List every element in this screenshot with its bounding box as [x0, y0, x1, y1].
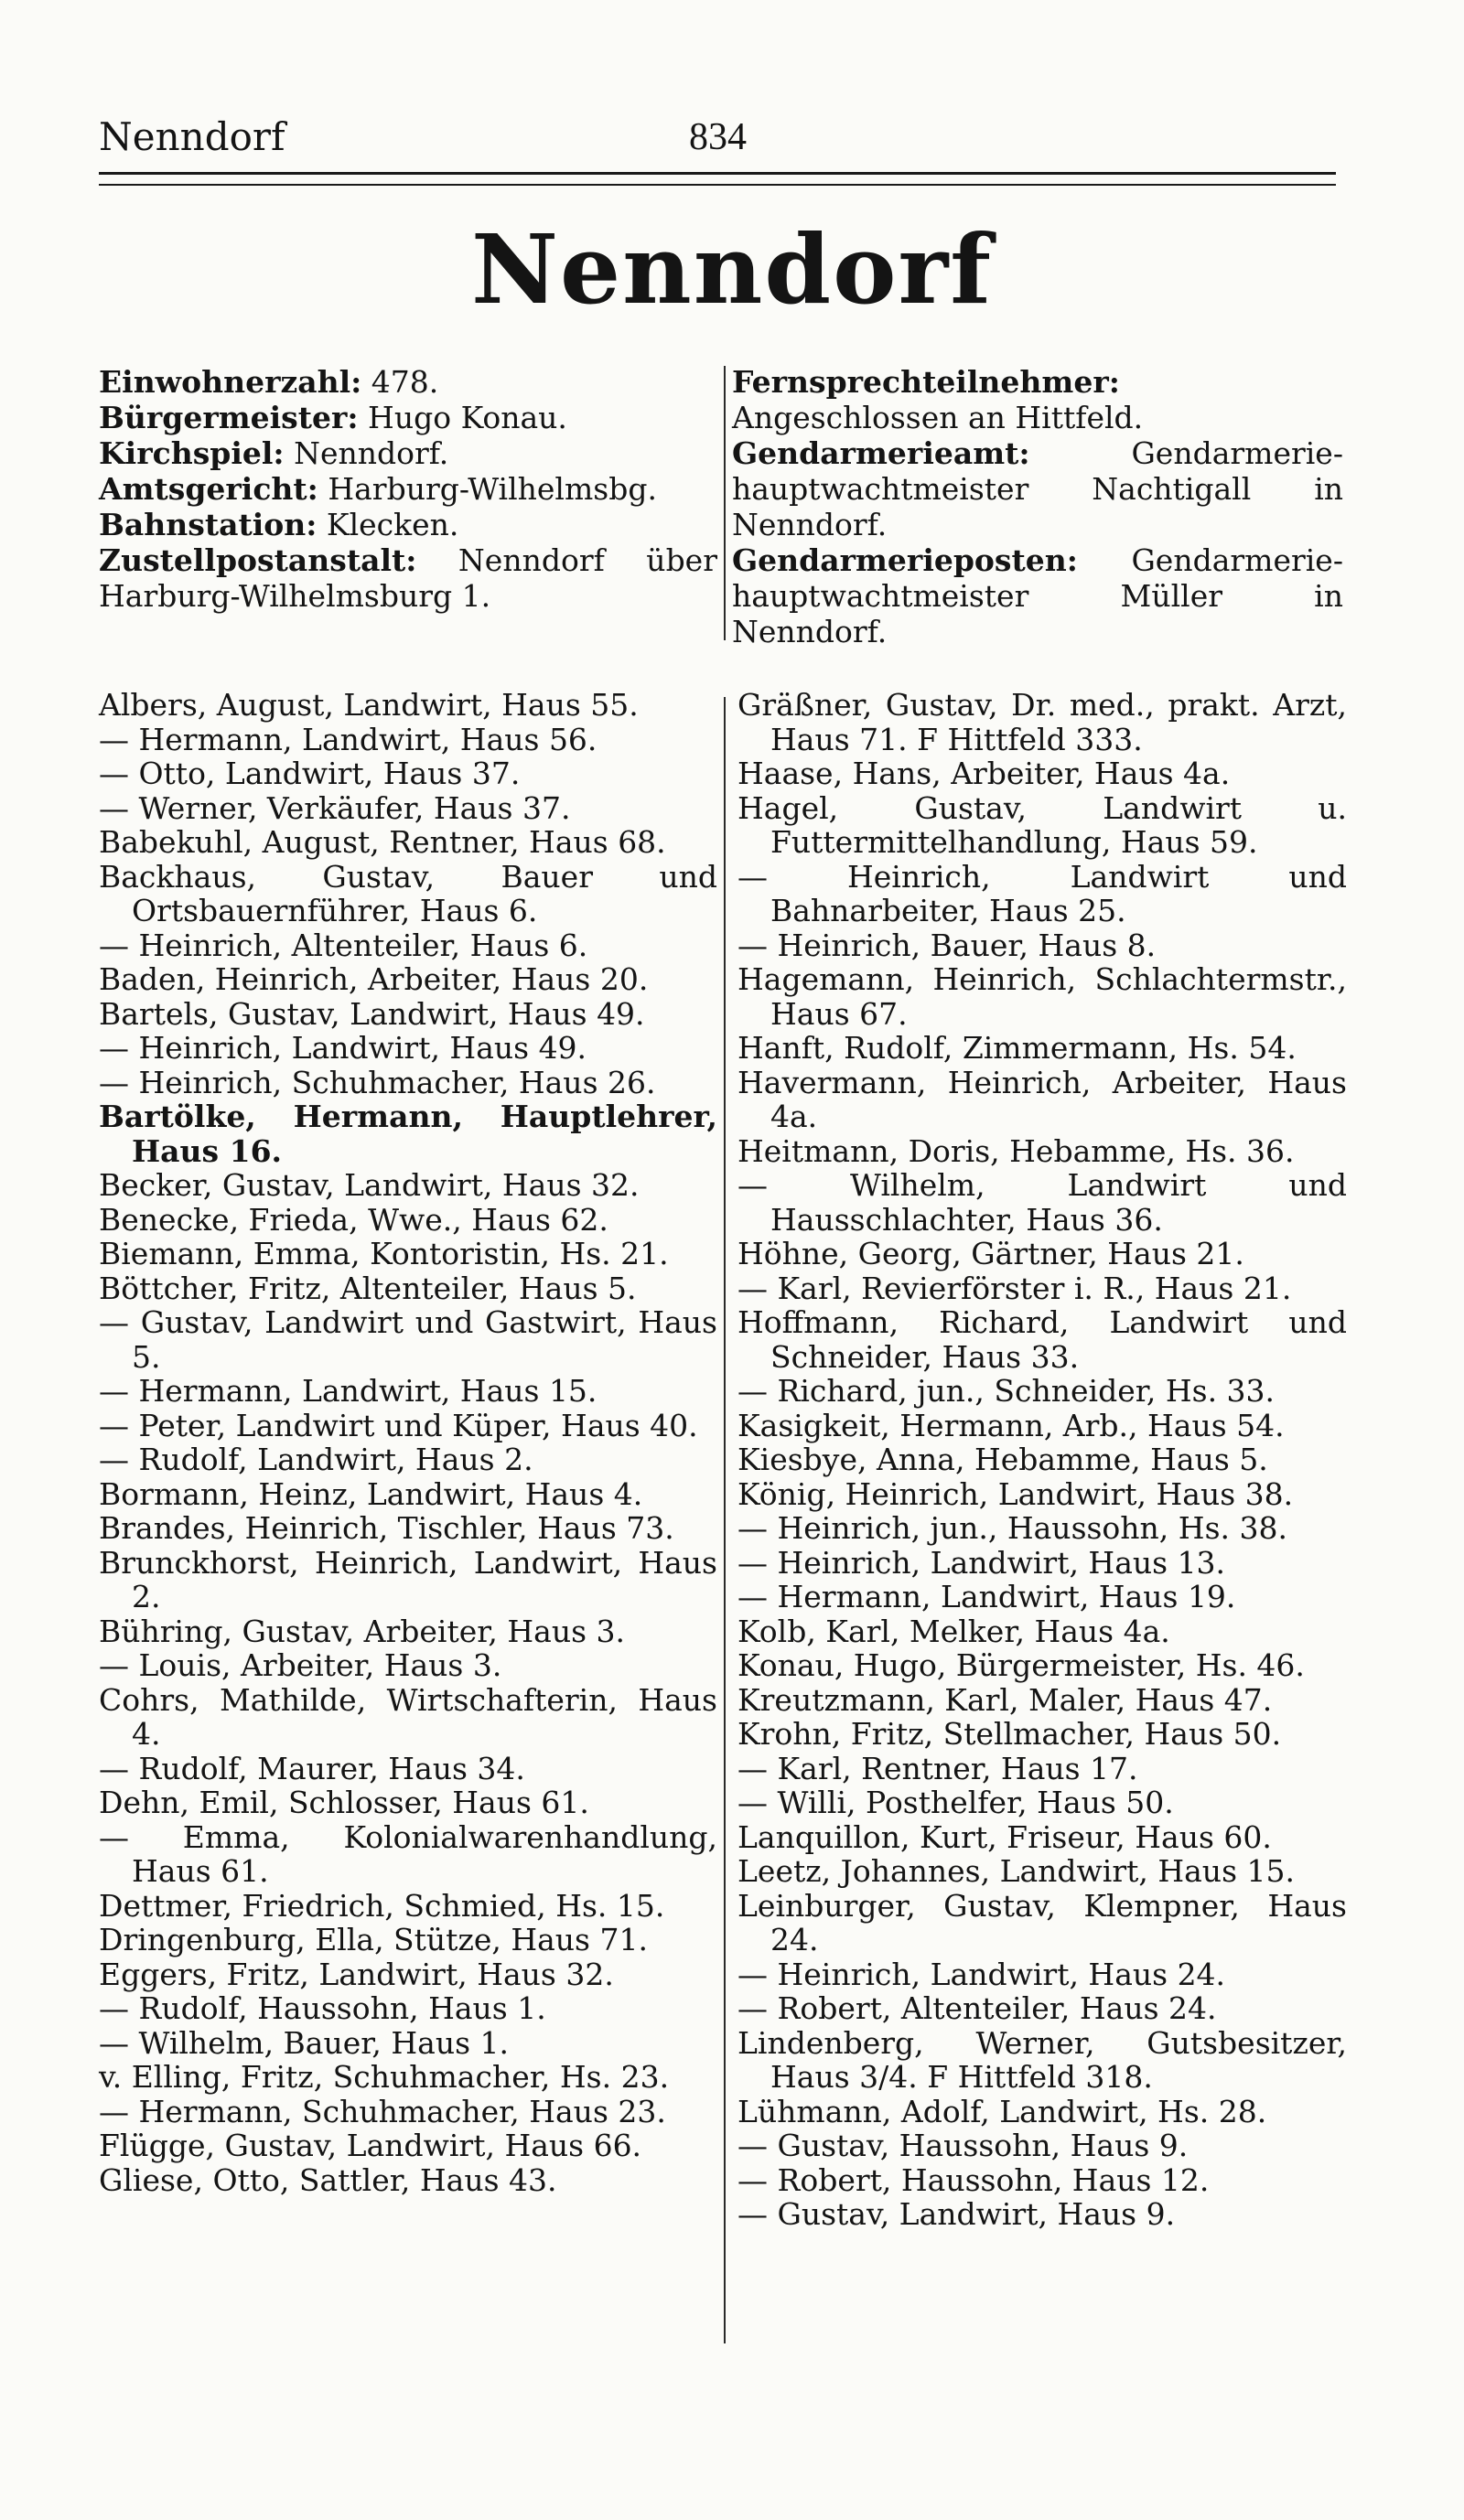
info-value: Nenndorf über Harburg-Wilhelmsburg 1.	[99, 542, 717, 614]
resident-entry: — Hermann, Schuhmacher, Haus 23.	[99, 2093, 666, 2129]
page-number: 834	[689, 116, 747, 158]
info-value: Harburg-Wilhelmsbg.	[318, 471, 657, 507]
resident-entry: — Willi, Posthelfer, Haus 50.	[737, 1785, 1174, 1820]
resident-entry: — Peter, Landwirt und Küper, Haus 40.	[99, 1407, 698, 1443]
resident-entry: — Rudolf, Maurer, Haus 34.	[99, 1750, 525, 1786]
resident-entry: Gliese, Otto, Sattler, Haus 43.	[99, 2161, 557, 2198]
resident-entry: — Louis, Arbeiter, Haus 3.	[99, 1647, 502, 1683]
info-key: Gendarmerieamt:	[732, 435, 1030, 471]
info-value: Gendarmerie-hauptwachtmeister Nachtigall in Nenndorf.	[732, 435, 1343, 542]
resident-entry: Bartels, Gustav, Landwirt, Haus 49.	[99, 995, 645, 1032]
info-entry	[99, 507, 717, 542]
resident-entry: Kasigkeit, Hermann, Arb., Haus 54.	[737, 1407, 1285, 1443]
info-key: Kirchspiel:	[99, 435, 285, 471]
resident-entry: — Werner, Verkäufer, Haus 37.	[99, 789, 571, 826]
resident-entry: König, Heinrich, Landwirt, Haus 38.	[737, 1475, 1294, 1512]
resident-entry: Haase, Hans, Arbeiter, Haus 4a.	[737, 756, 1231, 791]
resident-entry: Lanquillon, Kurt, Friseur, Haus 60.	[737, 1818, 1272, 1855]
resident-entry: Lühmann, Adolf, Landwirt, Hs. 28.	[737, 2093, 1267, 2129]
resident-entry: Leetz, Johannes, Landwirt, Haus 15.	[737, 1853, 1295, 1889]
resident-entry: — Heinrich, Bauer, Haus 8.	[737, 927, 1157, 963]
resident-entry: Kolb, Karl, Melker, Haus 4a.	[737, 1613, 1170, 1649]
resident-entry: — Heinrich, jun., Haussohn, Hs. 38.	[737, 1510, 1287, 1546]
running-header	[99, 110, 1334, 165]
info-key: Bürgermeister:	[99, 400, 359, 435]
resident-entry: — Hermann, Landwirt, Haus 19.	[737, 1579, 1236, 1614]
info-entry	[732, 435, 1343, 542]
info-entry	[99, 542, 717, 614]
resident-entry: Heitmann, Doris, Hebamme, Hs. 36.	[737, 1132, 1295, 1169]
resident-entry: — Wilhelm, Bauer, Haus 1.	[99, 2024, 509, 2061]
resident-entry: Brandes, Heinrich, Tischler, Haus 73.	[99, 1510, 674, 1546]
resident-entry: Flügge, Gustav, Landwirt, Haus 66.	[99, 2128, 642, 2163]
info-value: Angeschlossen an Hittfeld.	[732, 400, 1144, 435]
info-key: Gendarmerieposten:	[732, 542, 1078, 578]
info-entry	[99, 471, 717, 507]
resident-entry: Benecke, Frieda, Wwe., Haus 62.	[99, 1201, 608, 1238]
column-divider	[724, 697, 726, 2343]
resident-entry: — Emma, Kolonialwarenhandlung, Haus 61.	[99, 1818, 717, 1889]
resident-entry: Babekuhl, August, Rentner, Haus 68.	[99, 824, 666, 860]
resident-entry: Lindenberg, Werner, Gutsbesitzer, Haus 3/4. F Hittfeld 318.	[737, 2024, 1347, 2095]
resident-entry: Dettmer, Friedrich, Schmied, Hs. 15.	[99, 1887, 665, 1924]
resident-entry: Eggers, Fritz, Landwirt, Haus 32.	[99, 1956, 614, 1992]
resident-entry: — Wilhelm, Landwirt und Hausschlachter, Haus 36.	[737, 1167, 1347, 1238]
info-block-left	[99, 364, 717, 614]
resident-entry: Brunckhorst, Heinrich, Landwirt, Haus 2.	[99, 1544, 717, 1614]
info-entry	[99, 364, 717, 400]
resident-entry: — Heinrich, Landwirt, Haus 24.	[737, 1956, 1226, 1992]
resident-entry: Krohn, Fritz, Stellmacher, Haus 50.	[737, 1716, 1282, 1752]
resident-entry: Böttcher, Fritz, Altenteiler, Haus 5.	[99, 1270, 637, 1306]
resident-entry: Höhne, Georg, Gärtner, Haus 21.	[737, 1236, 1244, 1271]
resident-entry: Dringenburg, Ella, Stütze, Haus 71.	[99, 1922, 648, 1957]
resident-column-right	[737, 688, 1347, 2232]
resident-column-left	[99, 688, 717, 2197]
info-value: Klecken.	[317, 507, 459, 542]
resident-entry: Bartölke, Hermann, Hauptlehrer, Haus 16.	[99, 1099, 717, 1169]
resident-entry: — Heinrich, Schuhmacher, Haus 26.	[99, 1064, 656, 1100]
resident-entry: Cohrs, Mathilde, Wirtschafterin, Haus 4.	[99, 1681, 717, 1752]
info-key: Amtsgericht:	[99, 471, 318, 507]
info-value: 478.	[361, 364, 439, 400]
info-key: Bahnstation:	[99, 507, 318, 542]
column-divider-top	[724, 366, 726, 640]
info-value: Gendarmerie-hauptwachtmeister Müller in Nenndorf.	[732, 542, 1343, 649]
resident-entry: Leinburger, Gustav, Klempner, Haus 24.	[737, 1887, 1347, 1957]
resident-entry: Hanft, Rudolf, Zimmermann, Hs. 54.	[737, 1030, 1297, 1066]
resident-entry: Hagel, Gustav, Landwirt u. Futtermittelhandlung, Haus 59.	[737, 789, 1347, 860]
resident-entry: — Robert, Haussohn, Haus 12.	[737, 2161, 1210, 2198]
resident-entry: — Richard, jun., Schneider, Hs. 33.	[737, 1373, 1276, 1409]
resident-entry: Backhaus, Gustav, Bauer und Ortsbauernführer, Haus 6.	[99, 858, 717, 928]
resident-entry: — Gustav, Landwirt, Haus 9.	[737, 2196, 1176, 2232]
info-key: Zustellpostanstalt:	[99, 542, 417, 578]
resident-entry: Kreutzmann, Karl, Maler, Haus 47.	[737, 1681, 1273, 1718]
info-entry	[99, 435, 717, 471]
resident-entry: Konau, Hugo, Bürgermeister, Hs. 46.	[737, 1647, 1305, 1683]
resident-entry: — Heinrich, Landwirt und Bahnarbeiter, Haus 25.	[737, 858, 1347, 928]
resident-entry: Hagemann, Heinrich, Schlachtermstr., Haus 67.	[737, 961, 1347, 1032]
resident-entry: — Karl, Rentner, Haus 17.	[737, 1750, 1138, 1786]
resident-entry: — Hermann, Landwirt, Haus 15.	[99, 1373, 597, 1409]
info-key: Fernsprechteilnehmer:	[732, 364, 1120, 400]
info-entry	[99, 400, 717, 435]
resident-entry: — Karl, Revierförster i. R., Haus 21.	[737, 1270, 1292, 1306]
info-value: Hugo Konau.	[358, 400, 567, 435]
info-entry	[732, 542, 1343, 649]
resident-entry: Bormann, Heinz, Landwirt, Haus 4.	[99, 1475, 643, 1512]
resident-entry: Dehn, Emil, Schlosser, Haus 61.	[99, 1785, 589, 1820]
resident-entry: Gräßner, Gustav, Dr. med., prakt. Arzt, Haus 71. F Hittfeld 333.	[737, 687, 1347, 757]
info-value: Nenndorf.	[284, 435, 449, 471]
resident-entry: — Heinrich, Landwirt, Haus 13.	[737, 1544, 1226, 1581]
running-header-place: Nenndorf	[99, 114, 285, 159]
resident-entry: — Rudolf, Landwirt, Haus 2.	[99, 1442, 533, 1477]
resident-entry: Kiesbye, Anna, Hebamme, Haus 5.	[737, 1442, 1268, 1477]
resident-entry: Havermann, Heinrich, Arbeiter, Haus 4a.	[737, 1064, 1347, 1134]
resident-entry: Baden, Heinrich, Arbeiter, Haus 20.	[99, 961, 649, 997]
resident-entry: Biemann, Emma, Kontoristin, Hs. 21.	[99, 1236, 669, 1271]
resident-entry: — Heinrich, Altenteiler, Haus 6.	[99, 927, 588, 963]
resident-entry: — Gustav, Haussohn, Haus 9.	[737, 2128, 1189, 2163]
page-title: Nenndorf	[470, 213, 994, 326]
resident-entry: — Otto, Landwirt, Haus 37.	[99, 756, 521, 791]
info-key: Einwohnerzahl:	[99, 364, 362, 400]
resident-entry: Albers, August, Landwirt, Haus 55.	[99, 687, 639, 723]
resident-entry: — Gustav, Landwirt und Gastwirt, Haus 5.	[99, 1304, 717, 1375]
resident-entry: Hoffmann, Richard, Landwirt und Schneider, Haus 33.	[737, 1304, 1347, 1375]
info-entry	[732, 364, 1343, 435]
resident-entry: — Heinrich, Landwirt, Haus 49.	[99, 1030, 587, 1066]
resident-entry: v. Elling, Fritz, Schuhmacher, Hs. 23.	[99, 2059, 670, 2095]
header-double-rule	[99, 172, 1336, 186]
resident-entry: — Rudolf, Haussohn, Haus 1.	[99, 1990, 546, 2026]
resident-entry: — Hermann, Landwirt, Haus 56.	[99, 721, 597, 757]
resident-entry: — Robert, Altenteiler, Haus 24.	[737, 1990, 1217, 2026]
info-block-right	[732, 364, 1343, 649]
resident-entry: Becker, Gustav, Landwirt, Haus 32.	[99, 1167, 640, 1203]
resident-entry: Bühring, Gustav, Arbeiter, Haus 3.	[99, 1613, 625, 1649]
